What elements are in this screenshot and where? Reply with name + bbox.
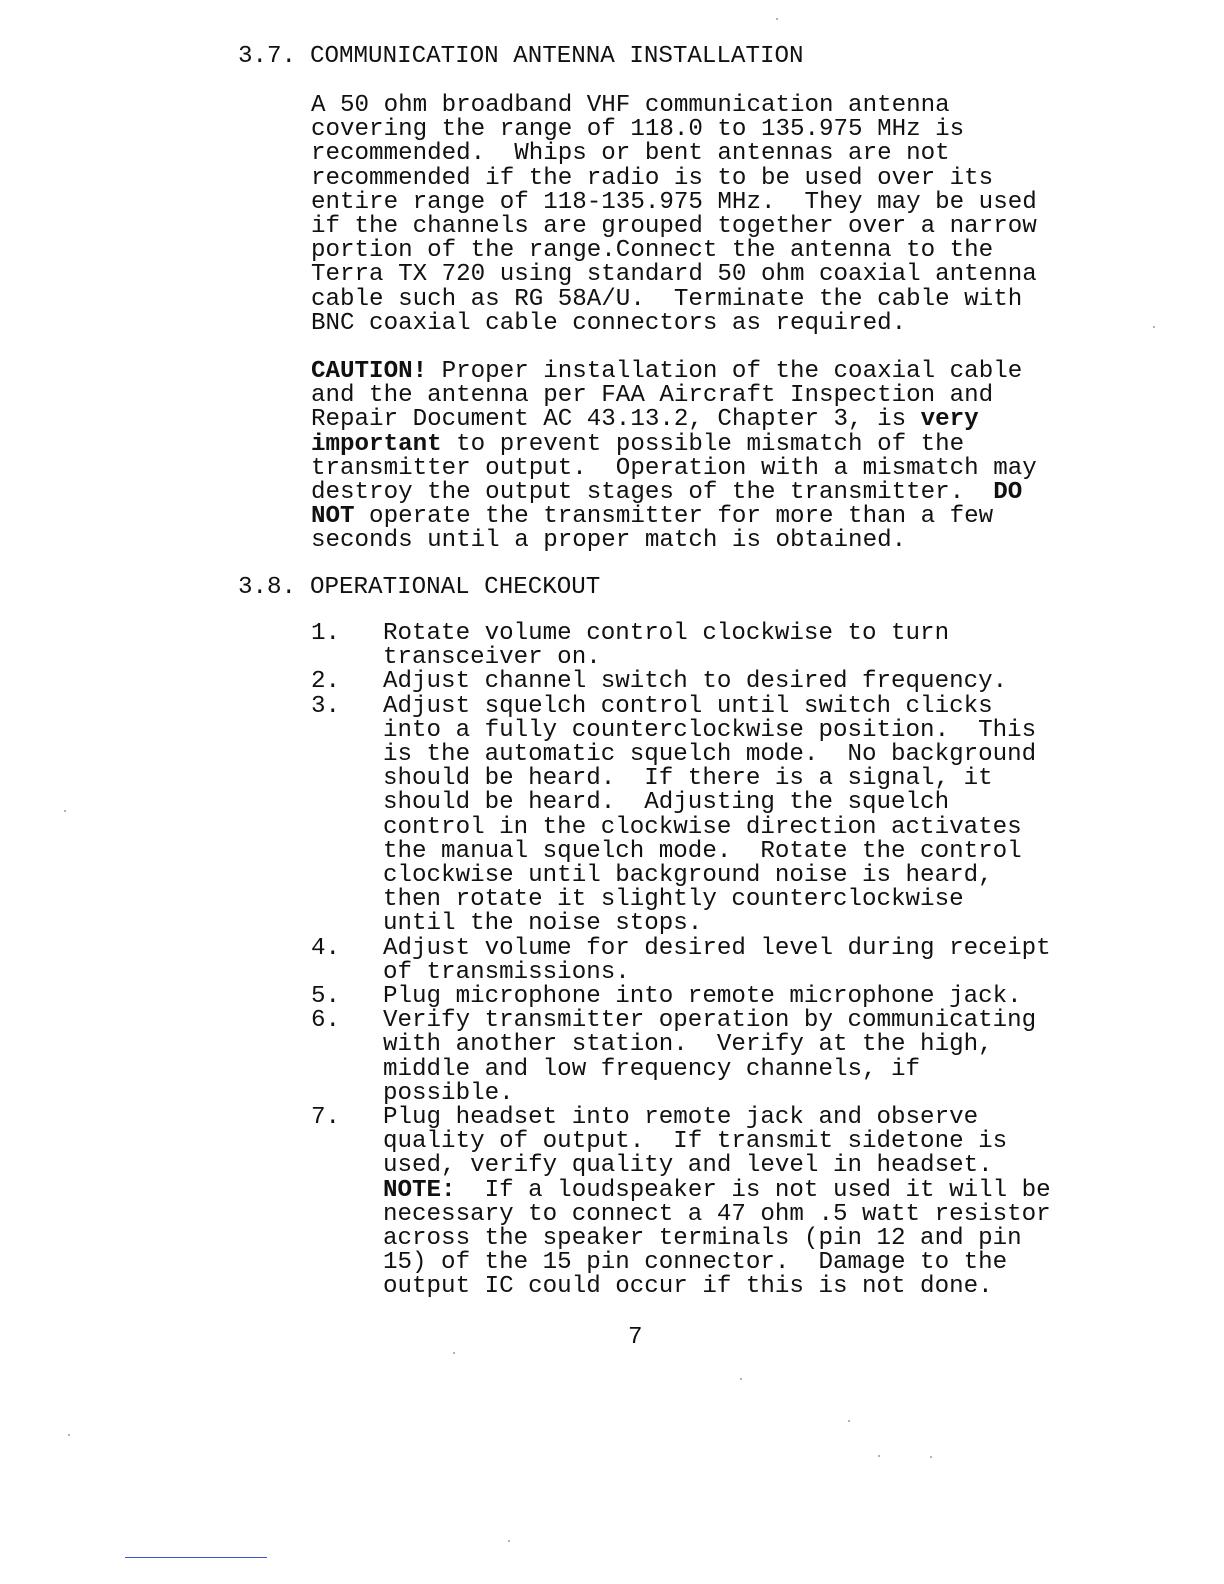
list-item [311,692,1071,938]
paragraph-line: recommended. Whips or bent antennas are not [311,140,950,168]
step-number: 5. [311,983,341,1011]
step-text: Rotate volume control clockwise to turn transceiver on. [383,620,950,672]
step-text: Plug headset into remote jack and observe quality of output. If transmit sidetone is used, verify quality and level in headset. [383,1104,1008,1180]
list-item [311,985,1071,1009]
caution-line [311,360,1071,384]
scan-speck [740,1378,742,1380]
caution-text: destroy the output stages of the transmitter. [311,479,994,507]
step-number: 4. [311,934,341,962]
page-number: 7 [628,1324,643,1351]
paragraph-line: recommended if the radio is to be used over its [311,164,994,192]
caution-line: seconds until a proper match is obtained. [311,527,907,555]
scan-speck [848,1420,850,1422]
step-text: Verify transmitter operation by communicating with another station. Verify at the high, middle and low frequency channels, if possible. [383,1007,1037,1107]
caution-emphasis: very [920,406,979,434]
caution-line [311,505,1071,529]
note-first-line [383,1176,1071,1204]
caution-text: Repair Document AC 43.13.2, Chapter 3, is [311,406,921,434]
caution-emphasis: important [311,430,442,458]
caution-label: CAUTION! [311,358,428,385]
paragraph-line: Terra TX 720 using standard 50 ohm coaxial antenna [311,261,1037,289]
scan-speck [930,1456,932,1458]
list-item [311,1106,1071,1300]
step-text: Adjust squelch control until switch clicks into a fully counterclockwise position. This is the automatic squelch mode. No background should be heard. If there is a signal, it should be heard. Adjusting the squelch control in the clockwise direction activates the manual squelch mode. Rotate the control clockwise until background noise is heard, then rotate it slightly counterclockwise until the noise stops. [383,692,1037,938]
caution-text: operate the transmitter for more than a few [354,503,994,531]
note-label: NOTE: [383,1176,456,1204]
checkout-steps [311,622,1071,1300]
note-text: If a loudspeaker is not used it will be [455,1176,1051,1204]
step-number: 6. [311,1007,341,1035]
scan-speck [68,1434,70,1436]
scan-speck [508,1540,510,1542]
paragraph-line: cable such as RG 58A/U. Terminate the cable with [311,285,1023,313]
section-heading-3-7 [238,45,804,69]
scan-speck [64,810,66,812]
section-number: 3.8. [238,574,297,601]
caution-emphasis: NOT [311,503,355,531]
step-text: Adjust volume for desired level during receipt of transmissions. [383,934,1051,986]
step-text: Plug microphone into remote microphone jack. [383,983,1022,1011]
list-item [311,934,1071,986]
list-item [311,670,1071,694]
step-number: 1. [311,620,341,647]
list-item [311,622,1071,670]
step-text: Adjust channel switch to desired frequency. [383,668,1008,696]
paragraph-line: portion of the range.Connect the antenna to the [311,237,994,265]
section-number: 3.7. [238,43,297,70]
note-text-rest: necessary to connect a 47 ohm .5 watt resistor across the speaker terminals (pin 12 and pin 15) of the 15 pin connector. Damage to the output IC could occur if this is not done. [383,1200,1051,1301]
caution-line [311,481,1071,505]
step-number: 3. [311,692,341,720]
footer-rule [125,1557,267,1558]
scan-speck [1153,326,1155,328]
caution-line: and the antenna per FAA Aircraft Inspection and [311,382,994,410]
list-item [311,1009,1071,1106]
caution-paragraph [311,360,1071,554]
paragraph-line: BNC coaxial cable connectors as required. [311,309,907,337]
scan-speck [453,1352,455,1354]
paragraph-line: entire range of 118-135.975 MHz. They may be used [311,188,1037,216]
section-title: OPERATIONAL CHECKOUT [310,574,601,601]
scan-speck [878,1455,880,1457]
caution-line [311,408,1071,432]
section-heading-3-8 [238,576,600,600]
caution-line [311,430,1071,458]
caution-text: to prevent possible mismatch of the [441,430,965,458]
paragraph-line: A 50 ohm broadband VHF communication antenna [311,92,950,119]
step-number: 7. [311,1104,341,1132]
caution-emphasis: DO [993,479,1023,507]
step-text-container [383,1106,1071,1300]
antenna-paragraph [311,94,1071,336]
scan-speck [776,18,778,20]
caution-text: Proper installation of the coaxial cable [427,358,1023,385]
step-number: 2. [311,668,341,696]
section-title: COMMUNICATION ANTENNA INSTALLATION [310,43,804,70]
paragraph-line: covering the range of 118.0 to 135.975 MHz is [311,116,965,144]
caution-line: transmitter output. Operation with a mismatch may [311,454,1037,482]
paragraph-line: if the channels are grouped together over a narrow [311,213,1037,241]
